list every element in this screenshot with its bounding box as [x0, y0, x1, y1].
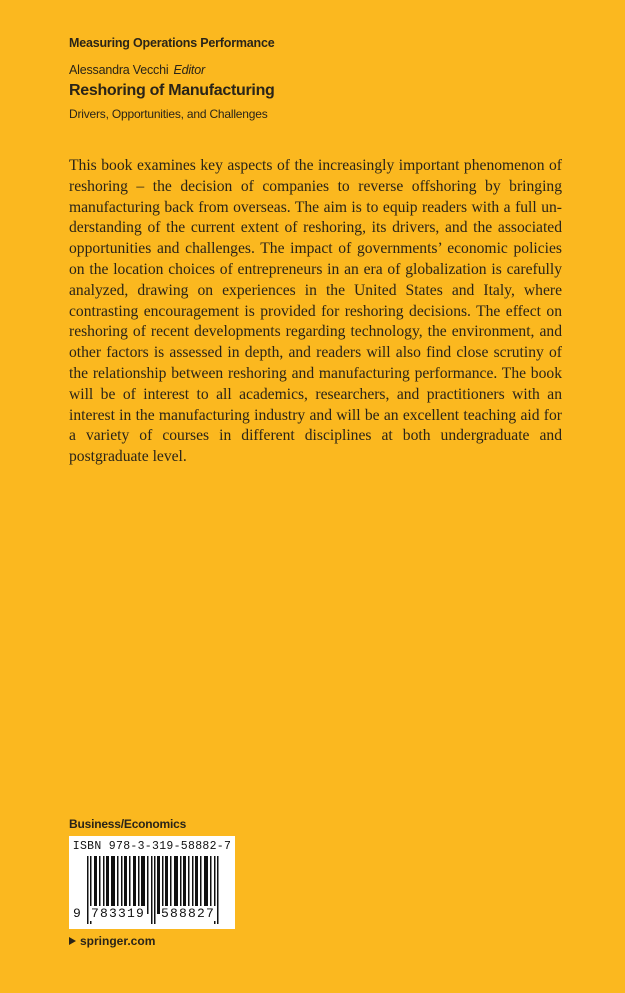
- book-subtitle: Drivers, Opportunities, and Challenges: [69, 107, 268, 121]
- publisher-website[interactable]: [69, 934, 155, 948]
- ean-left-group: 783319: [91, 906, 146, 921]
- category-label: Business/Economics: [69, 817, 187, 831]
- editor-role: Editor: [173, 63, 205, 77]
- website-label: springer.com: [80, 934, 156, 948]
- isbn-barcode: [69, 836, 235, 929]
- ean-first-digit: 9: [73, 906, 81, 921]
- editor-name: Alessandra Vecchi: [69, 63, 169, 77]
- play-arrow-icon: [69, 937, 76, 945]
- series-name: Measuring Operations Performance: [69, 36, 275, 50]
- ean-right-group: 588827: [161, 906, 216, 921]
- book-title: Reshoring of Manufacturing: [69, 82, 275, 99]
- book-blurb: This book examines key aspects of the increasingly important phenomenon of reshoring – the decision of companies to reverse offshoring by bringing manufacturing back from overseas. The aim is to equip readers with a full understanding of the current extent of reshoring, its drivers, and the associated opportunities and challenges. The impact of governments’ economic policies on the location choices of entrepreneurs in an era of globalization is carefully analyzed, drawing on experiences in the United States and Italy, where contrasting encouragement is provided for reshoring decisions. The effect on reshoring of recent developments regarding technology, the environment, and other factors is assessed in depth, and readers will also find close scrutiny of the relationship between reshoring and manufacturing performance. The book will be of interest to all academics, researchers, and practitioners with an interest in the manufacturing industry and will be an excellent teaching aid for a variety of courses in different disciplines at both undergraduate and postgraduate level.: [69, 157, 562, 466]
- editor-line: [69, 63, 205, 77]
- isbn-label: ISBN 978-3-319-58882-7: [72, 840, 232, 853]
